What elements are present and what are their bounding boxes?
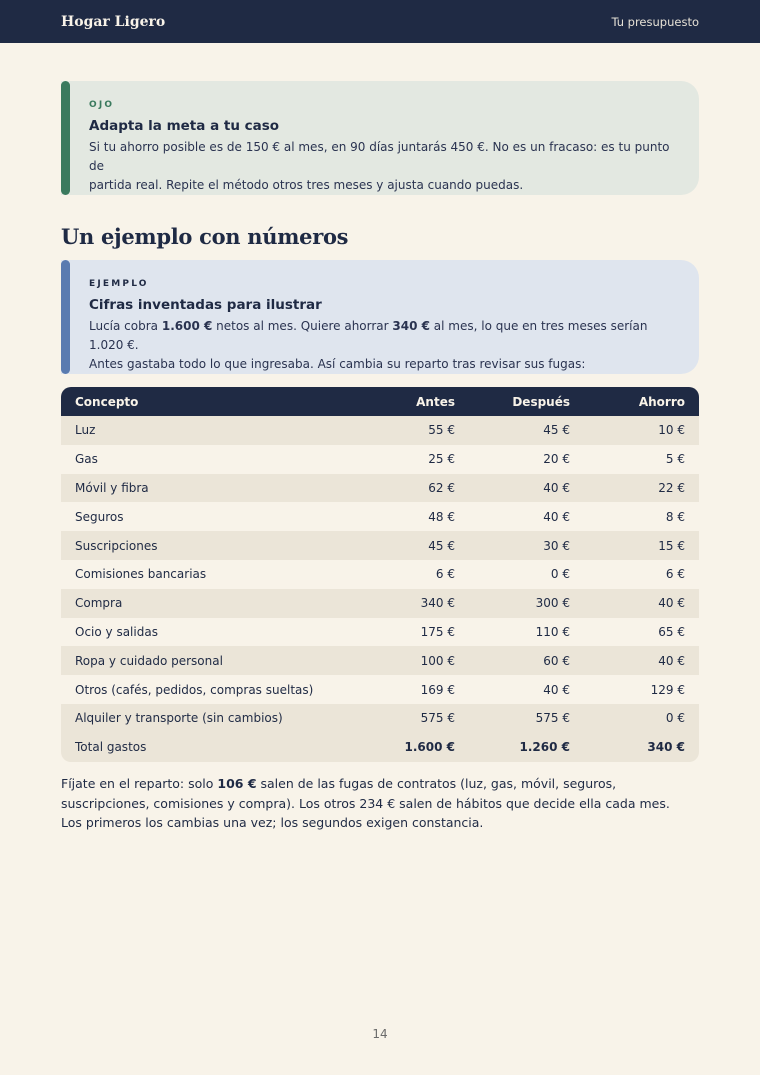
- table-row: [61, 474, 699, 503]
- after-cell: 60 €: [543, 653, 570, 668]
- note-line: Los primeros los cambias una vez; los segundos exigen constancia.: [61, 815, 484, 830]
- before-cell: 6 €: [435, 567, 455, 582]
- closing-note: [61, 774, 701, 833]
- after-cell: 40 €: [543, 682, 570, 697]
- before-cell: 340 €: [420, 596, 455, 611]
- text-run: al mes, lo que en tres meses serían 1.020 €.: [89, 319, 648, 352]
- before-cell: 175 €: [420, 624, 455, 639]
- before-cell: 62 €: [428, 480, 455, 495]
- section-label: Tu presupuesto: [611, 14, 699, 29]
- brand-title: Hogar Ligero: [61, 13, 166, 30]
- after-cell: 0 €: [550, 567, 570, 582]
- savings-cell: 6 €: [665, 567, 685, 582]
- table-row: [61, 445, 699, 474]
- table-row: [61, 531, 699, 560]
- callout-tag: EJEMPLO: [89, 279, 149, 289]
- savings-amount: 340 €: [392, 319, 430, 333]
- tip-callout: [61, 81, 699, 195]
- table-row: [61, 675, 699, 704]
- table-row: [61, 416, 699, 445]
- after-cell: 575 €: [535, 711, 570, 726]
- example-callout: [61, 260, 699, 374]
- total-row: [61, 733, 699, 762]
- concept-cell: Alquiler y transporte (sin cambios): [75, 711, 283, 726]
- savings-cell: 129 €: [650, 682, 685, 697]
- before-cell: 48 €: [428, 509, 455, 524]
- total-savings-cell: 340 €: [647, 740, 685, 755]
- section-heading: Un ejemplo con números: [61, 224, 349, 249]
- table-row: [61, 704, 699, 733]
- before-cell: 55 €: [428, 423, 455, 438]
- savings-cell: 0 €: [665, 711, 685, 726]
- header-after: Después: [512, 394, 570, 409]
- callout-body-line: partida real. Repite el método otros tres meses y ajusta cuando puedas.: [89, 178, 524, 192]
- after-cell: 110 €: [535, 624, 570, 639]
- budget-table: [61, 387, 699, 762]
- table-row: [61, 589, 699, 618]
- concept-cell: Ropa y cuidado personal: [75, 653, 223, 668]
- table-row: [61, 502, 699, 531]
- total-after-cell: 1.260 €: [519, 740, 570, 755]
- table-body: [61, 416, 699, 762]
- before-cell: 575 €: [420, 711, 455, 726]
- callout-body: [89, 317, 679, 374]
- callout-tag: OJO: [89, 100, 115, 110]
- callout-title: Adapta la meta a tu caso: [89, 118, 280, 134]
- after-cell: 20 €: [543, 452, 570, 467]
- header-concept: Concepto: [75, 394, 139, 409]
- savings-cell: 8 €: [665, 509, 685, 524]
- before-cell: 169 €: [420, 682, 455, 697]
- concept-cell: Ocio y salidas: [75, 624, 158, 639]
- text-run: Fíjate en el reparto: solo: [61, 776, 218, 791]
- top-bar: [0, 0, 760, 43]
- after-cell: 30 €: [543, 538, 570, 553]
- note-line: suscripciones, comisiones y compra). Los otros 234 € salen de hábitos que decide ella cada mes.: [61, 795, 670, 811]
- table-row: [61, 560, 699, 589]
- concept-cell: Seguros: [75, 509, 124, 524]
- callout-body-line: Antes gastaba todo lo que ingresaba. Así cambia su reparto tras revisar sus fugas:: [89, 357, 586, 371]
- concept-cell: Otros (cafés, pedidos, compras sueltas): [75, 682, 314, 697]
- text-run: Lucía cobra: [89, 319, 162, 333]
- savings-cell: 65 €: [658, 624, 685, 639]
- callout-body-line: [89, 317, 679, 355]
- before-cell: 45 €: [428, 538, 455, 553]
- savings-cell: 40 €: [658, 596, 685, 611]
- concept-cell: Comisiones bancarias: [75, 567, 207, 582]
- page-number: 14: [372, 1027, 388, 1041]
- callout-body-line: Si tu ahorro posible es de 150 € al mes, en 90 días juntarás 450 €. No es un fracaso: es tu punto de: [89, 140, 670, 173]
- total-before-cell: 1.600 €: [404, 740, 455, 755]
- concept-cell: Luz: [75, 423, 96, 438]
- header-before: Antes: [416, 394, 455, 409]
- concept-cell: Suscripciones: [75, 538, 158, 553]
- callout-body: [89, 138, 679, 195]
- table-header: [61, 387, 699, 416]
- note-line: [61, 774, 701, 794]
- after-cell: 45 €: [543, 423, 570, 438]
- income-amount: 1.600 €: [161, 319, 213, 333]
- concept-cell: Móvil y fibra: [75, 480, 149, 495]
- concept-cell: Compra: [75, 596, 123, 611]
- savings-cell: 10 €: [658, 423, 685, 438]
- header-savings: Ahorro: [638, 394, 685, 409]
- callout-title: Cifras inventadas para ilustrar: [89, 297, 322, 313]
- savings-cell: 40 €: [658, 653, 685, 668]
- contract-savings-amount: 106 €: [217, 776, 257, 791]
- concept-cell: Gas: [75, 452, 98, 467]
- text-run: netos al mes. Quiere ahorrar: [212, 319, 393, 333]
- table-row: [61, 646, 699, 675]
- savings-cell: 22 €: [658, 480, 685, 495]
- savings-cell: 5 €: [665, 452, 685, 467]
- text-run: salen de las fugas de contratos (luz, gas, móvil, seguros,: [256, 776, 617, 791]
- table-row: [61, 618, 699, 647]
- after-cell: 40 €: [543, 480, 570, 495]
- after-cell: 40 €: [543, 509, 570, 524]
- savings-cell: 15 €: [658, 538, 685, 553]
- before-cell: 100 €: [420, 653, 455, 668]
- after-cell: 300 €: [535, 596, 570, 611]
- total-concept-cell: Total gastos: [75, 740, 147, 755]
- before-cell: 25 €: [428, 452, 455, 467]
